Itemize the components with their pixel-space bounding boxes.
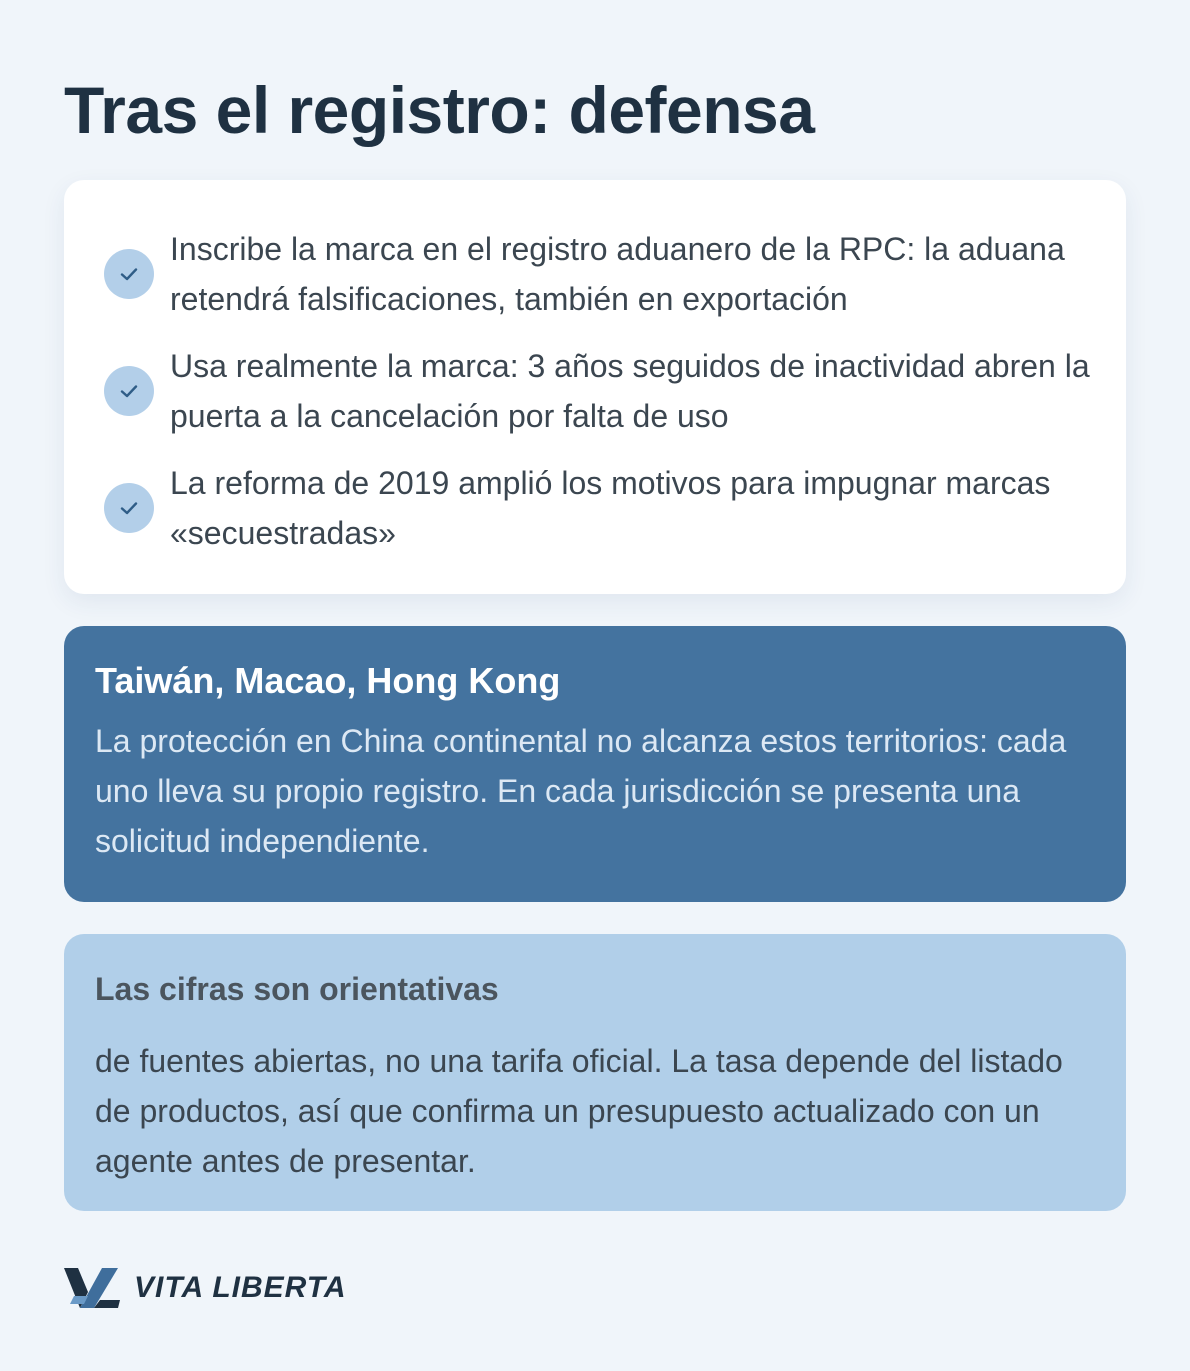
checklist-item-text: La reforma de 2019 amplió los motivos para impugnar marcas «secuestradas»	[170, 465, 1051, 551]
regions-card-text: La protección en China continental no alcanza estos territorios: cada uno lleva su propio registro. En cada jurisdicción se presenta una solicitud independiente.	[95, 723, 1067, 859]
checklist-item	[104, 341, 1094, 441]
checklist-item	[104, 458, 1094, 558]
page-title: Tras el registro: defensa	[64, 73, 815, 147]
vita-liberta-logo-icon	[64, 1266, 120, 1310]
check-icon	[104, 249, 154, 299]
checklist-card	[64, 180, 1126, 594]
checklist-item-text: Usa realmente la marca: 3 años seguidos de inactividad abren la puerta a la cancelación por falta de uso	[170, 348, 1090, 434]
checklist-item-text: Inscribe la marca en el registro aduanero de la RPC: la aduana retendrá falsificaciones, también en exportación	[170, 231, 1065, 317]
brand-footer	[64, 1266, 347, 1310]
regions-card-title: Taiwán, Macao, Hong Kong	[95, 660, 561, 701]
note-card-title: Las cifras son orientativas	[95, 971, 499, 1007]
disclaimer-note-card	[64, 934, 1126, 1211]
checklist-item	[104, 224, 1094, 324]
check-icon	[104, 483, 154, 533]
regions-info-card	[64, 626, 1126, 902]
check-icon	[104, 366, 154, 416]
note-card-text: de fuentes abiertas, no una tarifa oficial. La tasa depende del listado de productos, así que confirma un presupuesto actualizado con un agente antes de presentar.	[95, 1043, 1063, 1179]
brand-name: VITA LIBERTA	[134, 1271, 347, 1304]
